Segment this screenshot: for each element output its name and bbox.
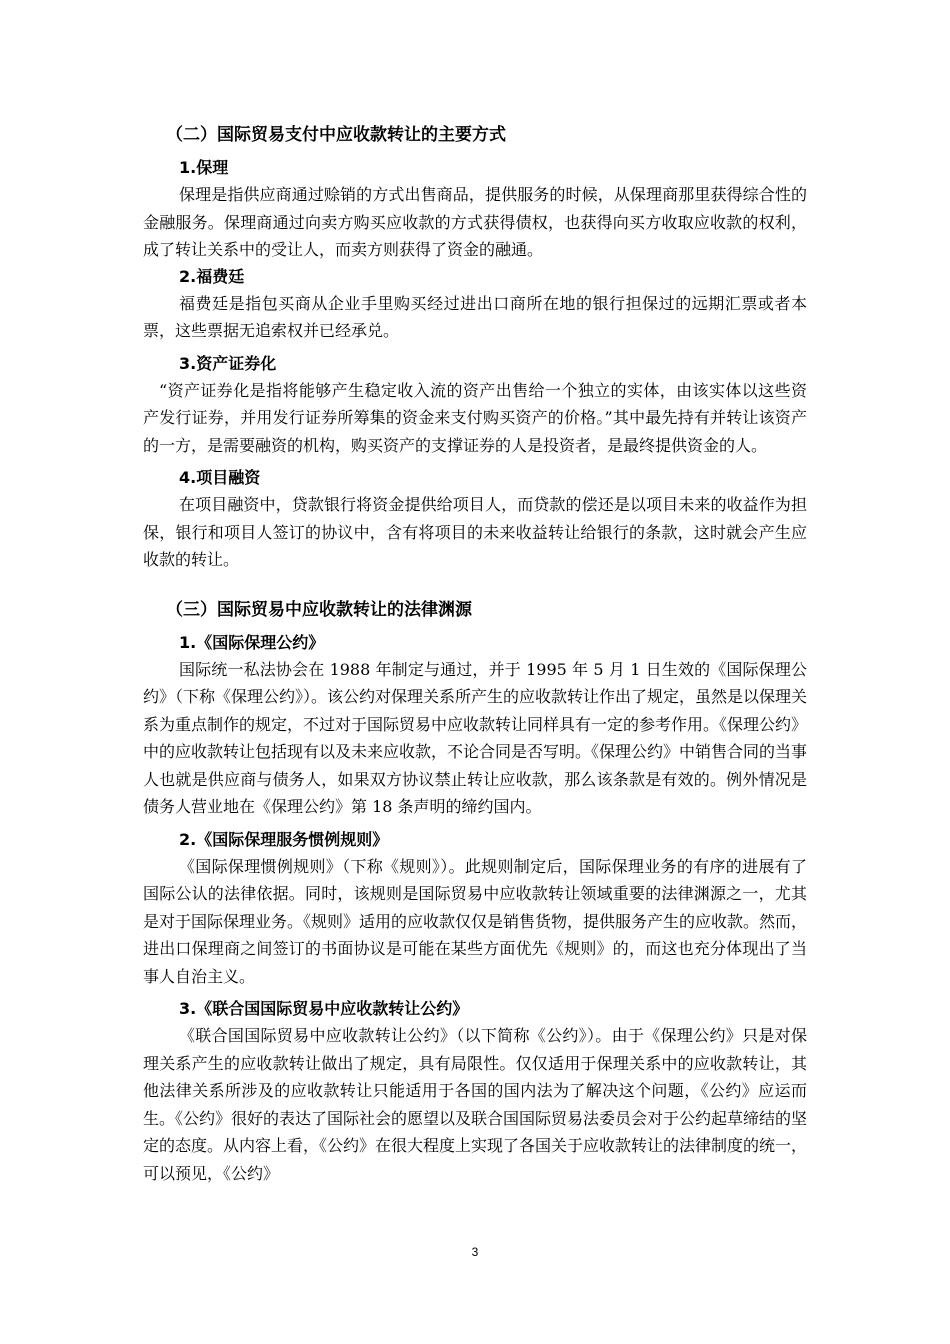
paragraph-factoring-rules: 《国际保理惯例规则》（下称《规则》）。此规则制定后，国际保理业务的有序的进展有了国际公认的法律依据。同时，该规则是国际贸易中应收款转让领域重要的法律渊源之一，尤其是对于国际保理业务。《规则》适用的应收款仅仅是销售货物，提供服务产生的应收款。然而，进出口保理商之间签订的书面协议是可能在某些方面优先《规则》的，而这也充分体现出了当事人自治主义。 bbox=[143, 856, 808, 986]
subheading-project-finance: 4.项目融资 bbox=[179, 468, 261, 487]
paragraph-factoring-convention: 国际统一私法协会在 1988 年制定与通过，并于 1995 年 5 月 1 日生效的《国际保理公约》（下称《保理公约》）。该公约对保理关系所产生的应收款转让作出了规定，虽然是以保理关系为重点制作的规定，不过对于国际贸易中应收款转让同样具有一定的参考作用。《保理公约》中的应收款转让包括现有以及未来应收款，不论合同是否写明。《保理公约》中销售合同的当事人也就是供应商与债务人，如果双方协议禁止转让应收款，那么该条款是有效的。例外情况是债务人营业地在《保理公约》第 18 条声明的缔约国内。 bbox=[143, 659, 808, 816]
page-content bbox=[143, 121, 807, 1187]
subheading-forfaiting: 2.福费廷 bbox=[179, 266, 245, 286]
paragraph-securitization: “资产证券化是指将能够产生稳定收入流的资产出售给一个独立的实体，由该实体以这些资产发行证券，并用发行证券所筹集的资金来支付购买资产的价格。”其中最先持有并转让该资产的一方，是需要融资的机构，购买资产的支撑证券的人是投资者，是最终提供资金的人。 bbox=[143, 380, 807, 455]
paragraph-forfaiting: 福费廷是指包买商从企业手里购买经过进出口商所在地的银行担保过的远期汇票或者本票，这些票据无追索权并已经承兑。 bbox=[143, 293, 807, 340]
subheading-securitization: 3.资产证券化 bbox=[179, 353, 277, 373]
page-number: 3 bbox=[471, 1245, 479, 1259]
subheading-factoring: 1.保理 bbox=[179, 158, 229, 177]
subheading-factoring-convention: 1.《国际保理公约》 bbox=[179, 632, 325, 652]
subheading-factoring-rules: 2.《国际保理服务惯例规则》 bbox=[179, 829, 389, 849]
paragraph-project-finance: 在项目融资中，贷款银行将资金提供给项目人，而贷款的偿还是以项目未来的收益作为担保，银行和项目人签订的协议中，含有将项目的未来收益转让给银行的条款，这时就会产生应收款的转让。 bbox=[143, 495, 807, 569]
section-heading-2: （二）国际贸易支付中应收款转让的主要方式 bbox=[166, 125, 506, 145]
paragraph-factoring: 保理是指供应商通过赊销的方式出售商品，提供服务的时候，从保理商那里获得综合性的金融服务。保理商通过向卖方购买应收款的方式获得债权，也获得向买方收取应收款的权利，成了转让关系中的受让人，而卖方则获得了资金的融通。 bbox=[143, 185, 807, 259]
section-heading-3: （三）国际贸易中应收款转让的法律渊源 bbox=[166, 599, 472, 620]
paragraph-un-convention: 《联合国国际贸易中应收款转让公约》（以下简称《公约》）。由于《保理公约》只是对保理关系产生的应收款转让做出了规定，具有局限性。仅仅适用于保理关系中的应收款转让，其他法律关系所涉及的应收款转让只能适用于各国的国内法为了解决这个问题，《公约》应运而生。《公约》很好的表达了国际社会的愿望以及联合国国际贸易法委员会对于公约起草缔结的坚定的态度。从内容上看，《公约》在很大程度上实现了各国关于应收款转让的法律制度的统一，可以预见，《公约》 bbox=[143, 1026, 808, 1183]
subheading-un-convention: 3.《联合国国际贸易中应收款转让公约》 bbox=[179, 999, 469, 1018]
